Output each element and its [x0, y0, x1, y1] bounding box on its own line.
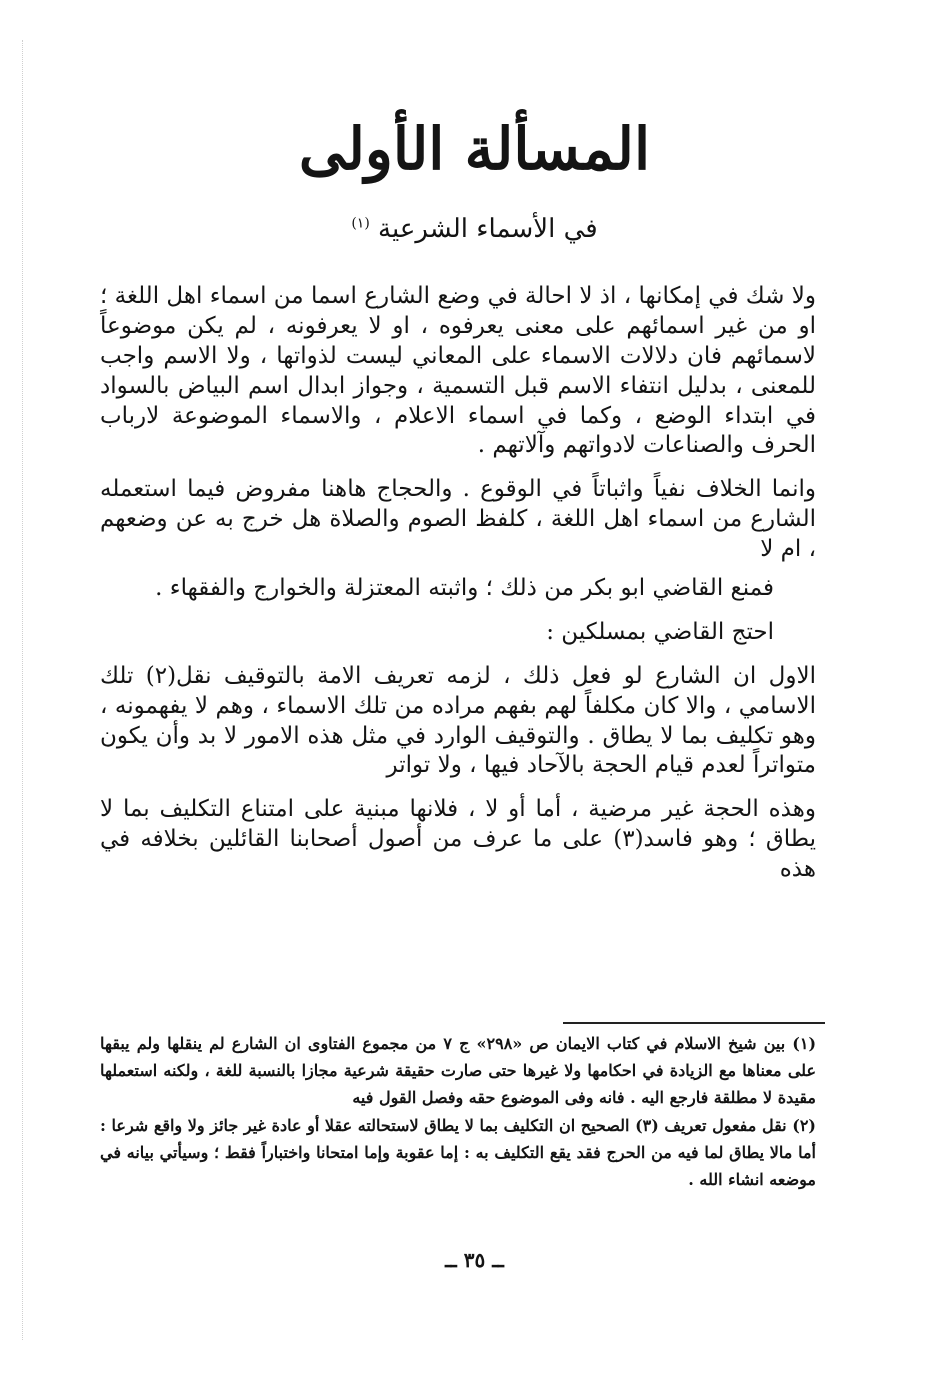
footnotes [100, 1030, 816, 1193]
paragraph-6: وهذه الحجة غير مرضية ، أما أو لا ، فلانها مبنية على امتناع التكليف بما لا يطاق ؛ وهو فاسد(٣) على ما عرف من أصول أصحابنا القائلين بخلافه في هذه [100, 796, 816, 883]
paragraph-1: ولا شك في إمكانها ، اذ لا احالة في وضع الشارع اسما من اسماء اهل اللغة ؛ او من غير اسمائهم على معنى يعرفوه ، او لا يعرفونه ، لم يكن موضوعاً لاسمائهم فان دلالات الاسماء على المعاني ليست لذواتها ، ولا الاسم واجب للمعنى ، بدليل انتفاء الاسم قبل التسمية ، وجواز ابدال اسم البياض بالسواد في ابتداء الوضع ، وكما في اسماء الاعلام ، والاسماء الموضوعة لارباب الحرف والصناعات لادواتهم وآلاتهم . [100, 283, 816, 459]
subtitle-text: في الأسماء الشرعية [378, 214, 598, 244]
paragraph-4: احتج القاضي بمسلكين : [546, 618, 774, 645]
footnote-2: (٢) نقل مفعول تعريف (٣) الصحيح ان التكليف بما لا يطاق لاستحالته عقلا أو عادة غير جائز ولا واقع شرعا : أما مالا يطاق لما فيه من الحرج فقد يقع التكليف به : إما عقوبة وإما امتحانا واختباراً فقط ؛ وسيأتي بيانه في موضعه انشاء الله . [100, 1115, 816, 1189]
footnote-separator [563, 1022, 825, 1024]
main-text [100, 282, 816, 894]
chapter-title: المسألة الأولى [298, 115, 651, 183]
paragraph-2: وانما الخلاف نفياً واثباتاً في الوقوع . والحجاج هاهنا مفروض فيما استعمله الشارع من اسماء اهل اللغة ، كلفظ الصوم والصلاة هل خرج به عن وضعهم ، ام لا [100, 476, 816, 563]
paragraph-3: فمنع القاضي ابو بكر من ذلك ؛ واثبته المعتزلة والخوارج والفقهاء . [155, 575, 774, 602]
subtitle-footnote-marker: (١) [351, 215, 370, 232]
chapter-subtitle [0, 214, 949, 245]
page-number: ــ ٣٥ ــ [445, 1248, 504, 1272]
paragraph-5: الاول ان الشارع لو فعل ذلك ، لزمه تعريف الامة بالتوقيف نقل(٢) تلك الاسامي ، والا كان مكلفاً لهم بفهم مراده من تلك الاسماء ، وهم لا يفهمونه ، وهو تكليف بما لا يطاق . والتوقيف الوارد في مثل هذه الامور لا بد وأن يكون متواتراً لعدم قيام الحجة بالآحاد فيها ، ولا تواتر [100, 662, 816, 779]
footnote-1: (١) بين شيخ الاسلام في كتاب الايمان ص «٢٩٨» ج ٧ من مجموع الفتاوى ان الشارع لم ينقلها ولم يبقها على معناها مع الزيادة في احكامها ولا غيرها حتى صارت حقيقة شرعية مجازا بالنسبة للغة ، ولكنه استعملها مقيدة لا مطلقة فارجع اليه . فانه وفى الموضوع حقه وفصل القول فيه [100, 1034, 817, 1108]
